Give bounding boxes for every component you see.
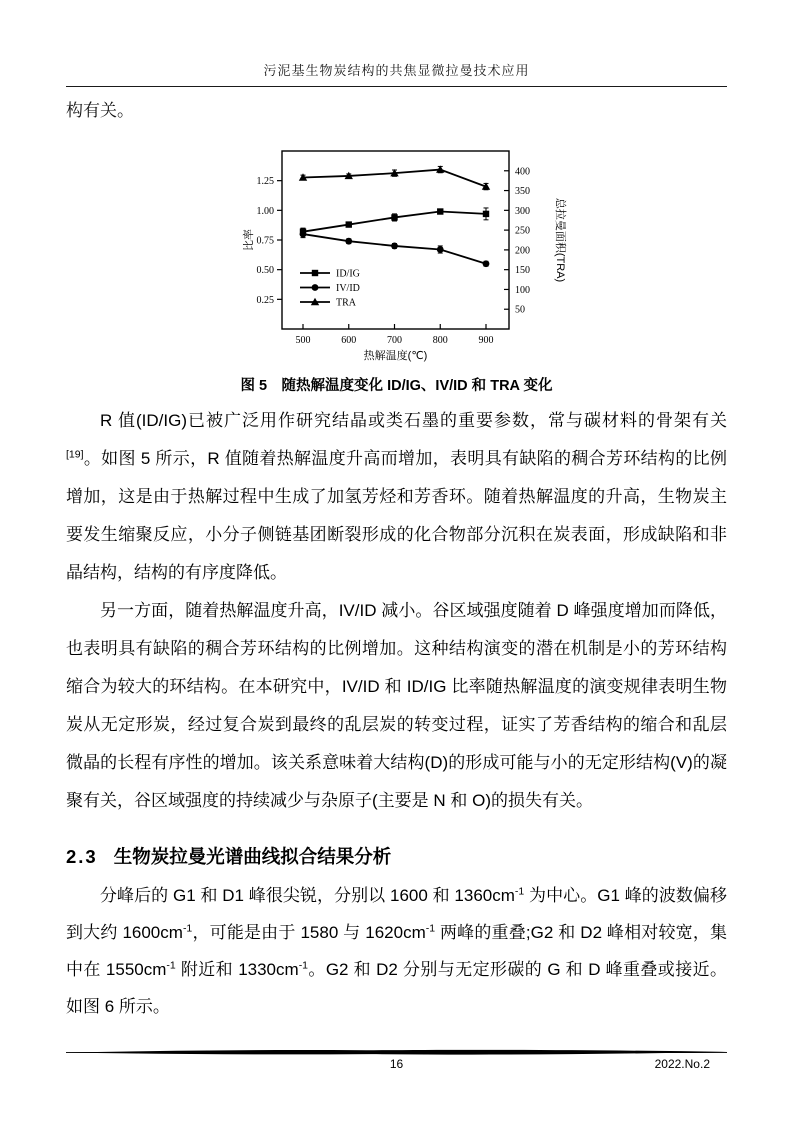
svg-text:900: 900	[478, 335, 494, 346]
svg-text:350: 350	[515, 186, 530, 198]
section-title: 生物炭拉曼光谱曲线拟合结果分析	[113, 846, 392, 867]
superscript-exponent: -1	[514, 885, 525, 898]
section-heading-2-3	[66, 843, 727, 869]
figure-5	[240, 145, 570, 375]
svg-text:TRA: TRA	[336, 297, 356, 309]
svg-text:0.75: 0.75	[256, 235, 274, 247]
svg-text:0.25: 0.25	[256, 294, 274, 306]
paragraph-1	[66, 402, 727, 592]
figure-5-chart	[240, 145, 570, 375]
svg-text:0.50: 0.50	[256, 265, 274, 277]
svg-text:400: 400	[515, 166, 530, 178]
paragraph-3-text: 为中心。G1 峰的波数偏移到大约 1600cm	[66, 886, 727, 942]
svg-text:200: 200	[515, 245, 530, 257]
svg-text:总拉曼面积(TRA): 总拉曼面积(TRA)	[554, 197, 566, 283]
paragraph-3-text: 分峰后的 G1 和 D1 峰很尖锐，分别以 1600 和 1360cm	[100, 886, 515, 905]
paragraph-1-text: R 值(ID/IG)已被广泛用作研究结晶或类石墨的重要参数，常与碳材料的骨架有关	[100, 411, 727, 430]
paragraph-3-text: ，可能是由于 1580 与 1620cm	[192, 923, 426, 942]
svg-text:600: 600	[341, 335, 357, 346]
footer-rule	[66, 1049, 727, 1057]
superscript-exponent: -1	[425, 922, 436, 935]
section-number: 2.3	[66, 846, 98, 867]
svg-text:热解温度(℃): 热解温度(℃)	[363, 350, 428, 362]
svg-text:50: 50	[515, 304, 525, 316]
paragraph-3-text: 附近和 1330cm	[175, 960, 299, 979]
svg-text:IV/ID: IV/ID	[336, 283, 360, 294]
citation-19: [19]	[66, 448, 84, 461]
paragraph-3-text: 。G2 和 D2 分别与无定形碳的 G 和 D 峰重叠或接近。如图 6 所示。	[66, 960, 727, 1016]
paragraph-3-text: 两峰的重叠;G2 和 D2 峰相对较宽，集中在 1550cm	[66, 923, 728, 979]
svg-text:1.25: 1.25	[256, 176, 274, 188]
svg-text:ID/IG: ID/IG	[336, 268, 360, 280]
superscript-exponent: -1	[166, 959, 176, 972]
superscript-exponent: -1	[298, 959, 309, 972]
svg-text:比率: 比率	[243, 229, 255, 251]
figure-5-caption: 图 5 随热解温度变化 ID/IG、IV/ID 和 TRA 变化	[240, 378, 553, 394]
svg-text:100: 100	[515, 284, 530, 296]
superscript-exponent: -1	[182, 922, 193, 935]
paragraph-3	[66, 877, 727, 1025]
paragraph-2: 另一方面，随着热解温度升高，IV/ID 减小。谷区域强度随着 D 峰强度增加而降低，也表明具有缺陷的稠合芳环结构的比例增加。这种结构演变的潜在机制是小的芳环结构缩合为较大的环结构。在本研究中，IV/ID 和 ID/IG 比率随热解温度的演变规律表明生物炭从无定形炭，经过复合炭到最终的乱层炭的转变过程，证实了芳香结构的缩合和乱层微晶的长程有序性的增加。该关系意味着大结构(D)的形成可能与小的无定形结构(V)的凝聚有关，谷区域强度的持续减少与杂原子(主要是 N 和 O)的损失有关。	[66, 601, 727, 810]
paragraph-continuation: 构有关。	[66, 101, 134, 120]
svg-text:1.00: 1.00	[256, 205, 274, 217]
page-number: 16	[389, 1057, 404, 1071]
running-header-title: 污泥基生物炭结构的共焦显微拉曼技术应用	[263, 63, 530, 78]
svg-text:500: 500	[295, 335, 311, 346]
svg-text:700: 700	[387, 335, 402, 346]
svg-text:150: 150	[515, 265, 530, 277]
issue-label: 2022.No.2	[654, 1057, 710, 1071]
paragraph-1-text: 。如图 5 所示，R 值随着热解温度升高而增加，表明具有缺陷的稠合芳环结构的比例增加，这是由于热解过程中生成了加氢芳烃和芳香环。随着热解温度的升高，生物炭主要发生缩聚反应，小分子侧链基团断裂形成的化合物部分沉积在炭表面，形成缺陷和非晶结构，结构的有序度降低。	[66, 449, 727, 582]
svg-text:800: 800	[432, 335, 448, 346]
header-rule	[66, 86, 727, 87]
svg-text:300: 300	[515, 205, 530, 217]
svg-text:250: 250	[515, 225, 530, 237]
